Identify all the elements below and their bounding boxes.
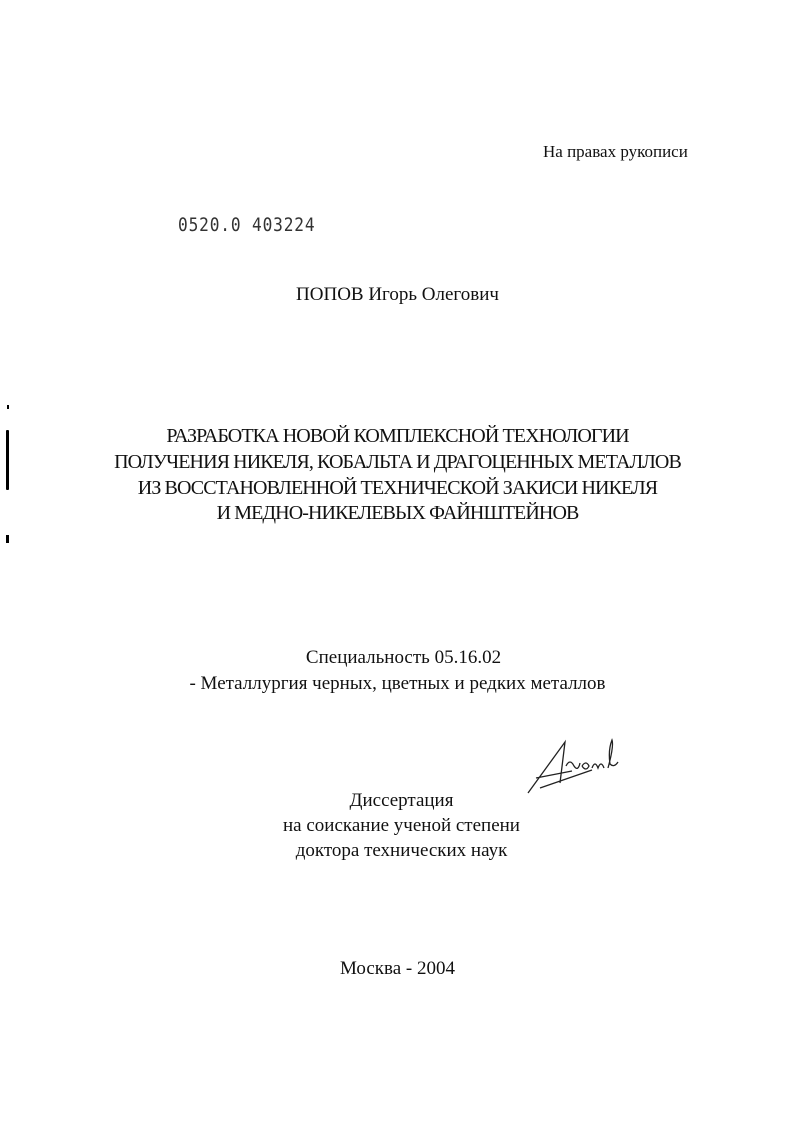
- scan-artifact: [7, 405, 9, 409]
- archive-stamp-number: 0520.0 403224: [178, 214, 316, 236]
- degree-line-1: Диссертация: [349, 790, 454, 811]
- city-year: Москва - 2004: [339, 958, 456, 979]
- specialty-code: Специальность 05.16.02: [305, 647, 502, 668]
- degree-line-2: на соискание ученой степени: [283, 815, 520, 836]
- signature: [522, 738, 632, 798]
- author-name: ПОПОВ Игорь Олегович: [296, 284, 499, 305]
- manuscript-rights-note: На правах рукописи: [543, 142, 688, 161]
- degree-line-3: доктора технических наук: [295, 840, 508, 861]
- title-line-2: ПОЛУЧЕНИЯ НИКЕЛЯ, КОБАЛЬТА И ДРАГОЦЕННЫХ МЕТАЛЛОВ: [114, 451, 681, 473]
- title-line-3: ИЗ ВОССТАНОВЛЕННОЙ ТЕХНИЧЕСКОЙ ЗАКИСИ НИКЕЛЯ: [137, 477, 658, 499]
- title-line-1: РАЗРАБОТКА НОВОЙ КОМПЛЕКСНОЙ ТЕХНОЛОГИИ: [166, 425, 629, 447]
- title-line-4: И МЕДНО-НИКЕЛЕВЫХ ФАЙНШТЕЙНОВ: [216, 502, 579, 524]
- specialty-name: - Металлургия черных, цветных и редких металлов: [189, 673, 606, 694]
- scan-artifact: [6, 535, 9, 543]
- scan-artifact: [6, 430, 9, 490]
